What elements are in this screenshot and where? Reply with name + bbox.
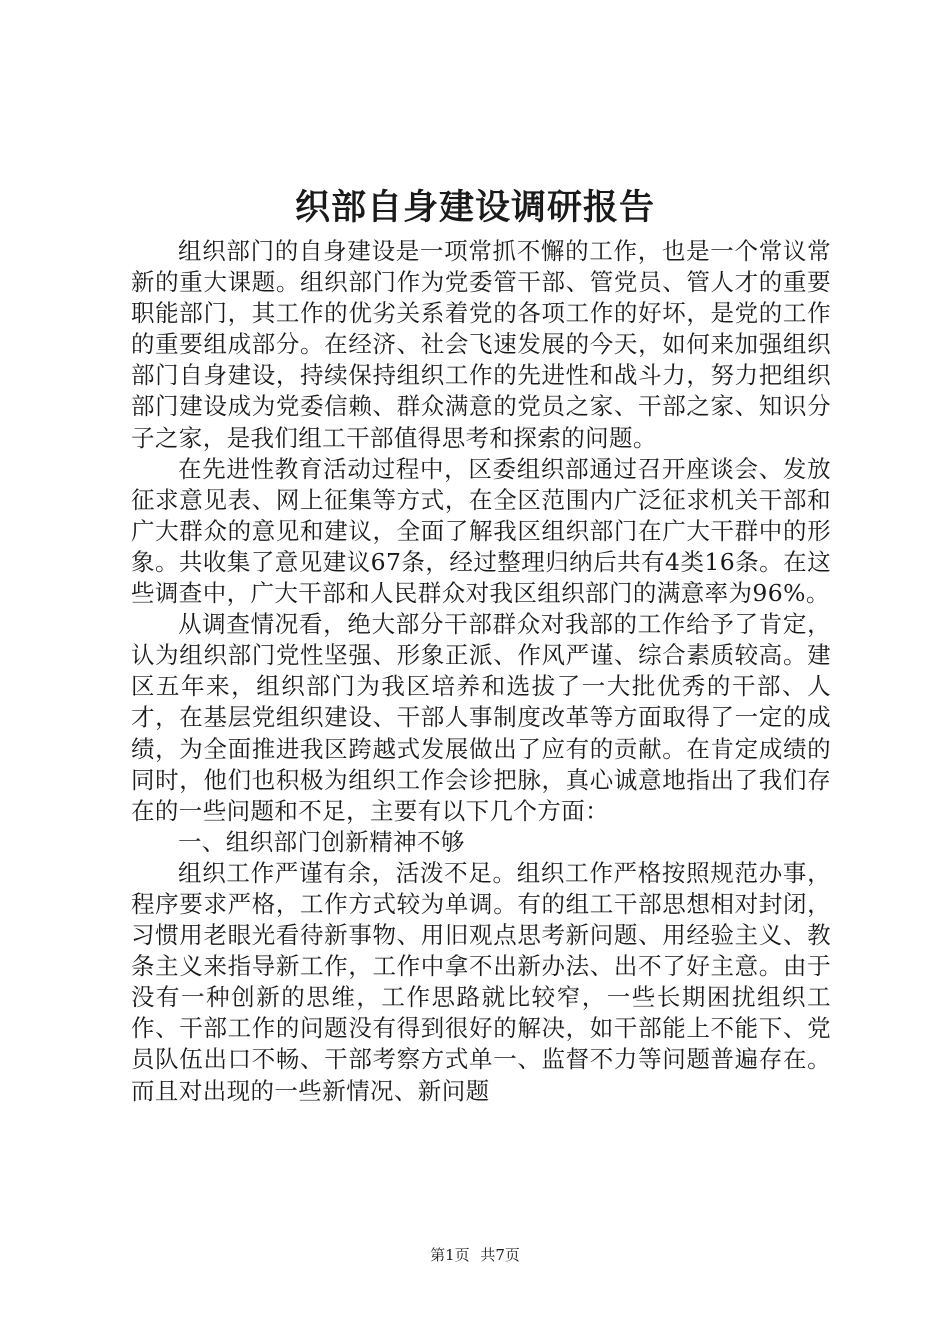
section-heading-1: 一、组织部门创新精神不够 <box>178 827 465 856</box>
paragraph-section-1: 组织工作严谨有余，活泼不足。组织工作严格按照规范办事，程序要求严格，工作方式较为单调。有的组工干部思想相对封闭，习惯用老眼光看待新事物、用旧观点思考新问题、用经验主义、教条主义来指导新工作，工作中拿不出新办法、出不了好主意。由于没有一种创新的思维，工作思路就比较窄，一些长期困扰组织工作、干部工作的问题没有得到很好的解决，如干部能上不能下、党员队伍出口不畅、干部考察方式单一、监督不力等问题普遍存在。而且对出现的一些新情况、新问题 <box>131 858 831 1105</box>
document-body <box>131 236 831 1107</box>
page-number-total: 共7页 <box>480 1246 520 1264</box>
document-title: 织部自身建设调研报告 <box>294 187 655 228</box>
paragraph-survey: 在先进性教育活动过程中，区委组织部通过召开座谈会、发放征求意见表、网上征集等方式，在全区范围内广泛征求机关干部和广大群众的意见和建议，全面了解我区组织部门在广大干群中的形象。共收集了意见建议67条，经过整理归纳后共有4类16条。在这些调查中，广大干部和人民群众对我区组织部门的满意率为96%。 <box>131 454 831 608</box>
page-number-current: 第1页 <box>430 1246 470 1264</box>
page-footer <box>0 1245 950 1265</box>
paragraph-intro: 组织部门的自身建设是一项常抓不懈的工作，也是一个常议常新的重大课题。组织部门作为党委管干部、管党员、管人才的重要职能部门，其工作的优劣关系着党的各项工作的好坏，是党的工作的重要组成部分。在经济、社会飞速发展的今天，如何来加强组织部门自身建设，持续保持组织工作的先进性和战斗力，努力把组织部门建设成为党委信赖、群众满意的党员之家、干部之家、知识分子之家，是我们组工干部值得思考和探索的问题。 <box>131 237 831 452</box>
paragraph-findings: 从调查情况看，绝大部分干部群众对我部的工作给予了肯定，认为组织部门党性坚强、形象正派、作风严谨、综合素质较高。建区五年来，组织部门为我区培养和选拔了一大批优秀的干部、人才，在基层党组织建设、干部人事制度改革等方面取得了一定的成绩，为全面推进我区跨越式发展做出了应有的贡献。在肯定成绩的同时，他们也积极为组织工作会诊把脉，真心诚意地指出了我们存在的一些问题和不足，主要有以下几个方面： <box>131 610 831 825</box>
